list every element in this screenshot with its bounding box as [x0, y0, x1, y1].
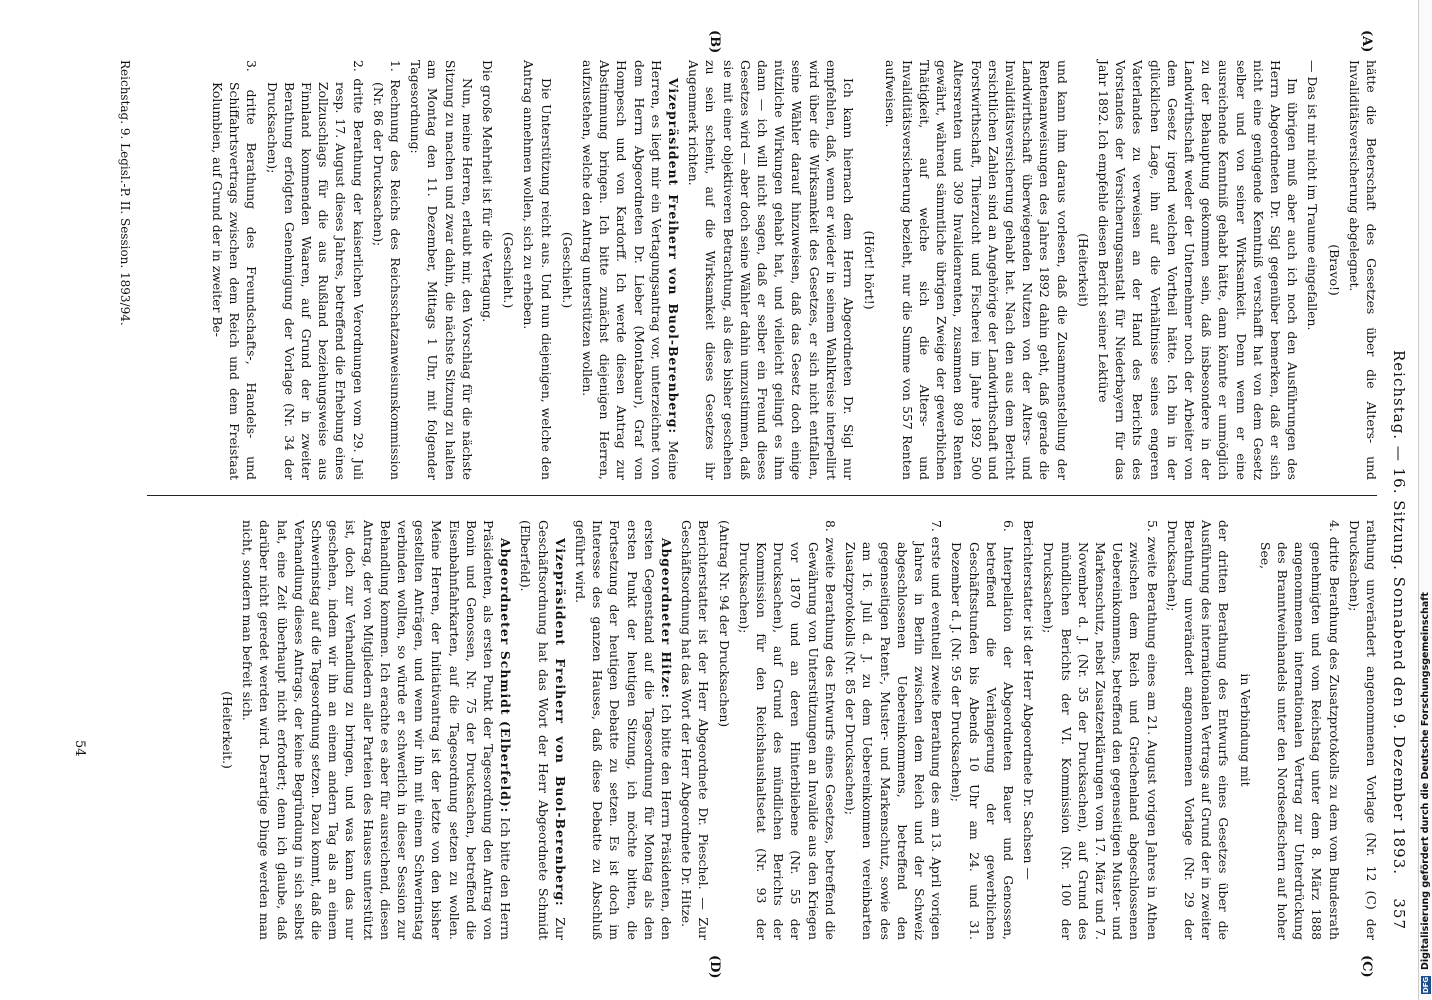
speaker-name: Vizepräsident Freiherr von Buol-Berenberg:	[666, 78, 682, 435]
speaker-name: Vizepräsident Freiherr von Buol-Berenberg:	[552, 538, 568, 907]
stage-direction: (Heiterkeit)	[1075, 233, 1091, 307]
agenda-item: 2. dritte Berathung der kaiserlichen Verordnungen vom 29. Juli resp. 17. August dieses Jahres, betreffend die Erhebung eines Zollzuschlags für die aus Rußland beziehungsweise aus Finnland kommenden Waaren, auf Grund der in zweiter Berathung erfolgten Genehmigung der Vorlage (Nr. 34 der Drucksachen);	[264, 60, 366, 480]
speech-text: Ich bitte den Herrn Präsidenten, den ersten Gegenstand auf die Tagesordnung für Montag als den ersten Punkt der heutigen Sitzung, ich möchte bitten, die Fortsetzung der heutigen Debatte zu setzen. Es ist doch im Interesse des ganzen Hauses, daß diese Debatte zu Abschluß geführt wird.	[573, 520, 675, 940]
stage-direction: (Bravo!)	[1326, 244, 1342, 296]
signature-line: Reichstag. 9. Legisl.-P. II. Session. 1893/94.	[118, 60, 132, 326]
paragraph: Die große Mehrheit ist für die Vertagung.	[480, 60, 496, 323]
running-head	[1384, 60, 1414, 940]
paragraph: Berichterstatter ist der Herr Abgeordnete Dr. Sachsen —	[1021, 520, 1037, 880]
digitization-note: Digitalisierung gefördert durch die Deutsche Forschungsgemeinschaft	[1420, 592, 1431, 970]
stage-direction: in Verbindung mit	[1237, 673, 1253, 787]
speech-text: Meine Herren, es liegt mir ein Vertagungsantrag vor, unterzeichnet von dem Herrn Abgeordneten Dr. Lieber (Montabaur), Graf von Hompesch und von Kardorff. Ich werde diesen Antrag zur Abstimmung bringen. Ich bitte zunächst diejenigen Herren, aufzustehen, welche den Antrag unterstützen wollen.	[580, 60, 682, 480]
paragraph: rathung unverändert angenommenen Vorlage (Nr. 12 (C) der Drucksachen);	[1346, 520, 1379, 940]
margin-marker-a: (A)	[1359, 30, 1374, 53]
paragraph: — Das ist mir nicht im Traume eingefallen.	[1305, 60, 1321, 331]
speaker-name: Abgeordneter Hitze:	[659, 538, 675, 699]
speech-text: Zur Geschäftsordnung hat das Wort der Herr Abgeordnete Schmidt (Elberfeld).	[518, 520, 568, 940]
page-number: 357	[1390, 898, 1408, 930]
paragraph: Im übrigen muß aber auch ich noch den Ausführungen des Herrn Abgeordneten Dr. Sigl gegenüber bemerken, daß er sich nicht eine genügende Kenntniß verschafft hat von dem Gesetz selber und von seiner Wirksamkeit. Denn wenn er eine ausreichende Kenntniß gehabt hätte, dann könnte er unmöglich zu der Behauptung gekommen sein, daß insbesondere in der Landwirthschaft weder der Unternehmer noch der Arbeiter von dem Gesetz irgend welchen Vortheil hätte. Ich bin in der glücklichen Lage, ihn auf die Verhältnisse seines engeren Vaterlandes zu verweisen an der Hand des Berichts des Vorstandes der Versicherungsanstalt für Niederbayern für das Jahr 1892. Ich empfehle diesen Bericht seiner Lektüre	[1095, 60, 1301, 480]
agenda-item: 6. Interpellation der Abgeordneten Bauer und Genossen, betreffend die Verlängerung der gewerblichen Geschäftsstunden bis Abends 10 Uhr am 24. und 31. Dezember d. J. (Nr. 95 der Drucksachen);	[949, 520, 1016, 940]
agenda-item: 5. zweite Berathung eines am 21. August vorigen Jahres in Athen zwischen dem Reich und Griechenland abgeschlossenen Uebereinkommens, betreffend den gegenseitigen Muster- und Markenschutz, nebst Zusatzerklärungen vom 17. März und 7. November d. J. (Nr. 35 der Drucksachen), auf Grund des mündlichen Berichts der VI. Kommission (Nr. 100 der Drucksachen);	[1041, 520, 1160, 940]
margin-marker-c: (C)	[1359, 955, 1374, 978]
speech	[239, 520, 514, 940]
dfg-logo: DFG	[1422, 976, 1430, 994]
folio-number: 54	[72, 740, 87, 757]
agenda-item: 1. Rechnung des Reichs des Reichsschatzanweisunskommission (Nr. 86 der Drucksachen);	[370, 60, 404, 480]
agenda-item: 4. dritte Berathung des Zusatzprotokolls zu dem vom Bundesrath genehmigten und vom Reichstag unter dem 8. März 1888 angenommenen internationalen Vertrag zur Unterdrückung des Branntweinhandels unter den Nordseefischern auf hoher See,	[1257, 520, 1342, 940]
paragraph: Berichterstatter ist der Herr Abgeordnete Dr. Pieschel. — Zur Geschäftsordnung hat das Wort der Herr Abgeordnete Dr. Hitze.	[679, 520, 712, 940]
paragraph: Ich kann hiernach dem Herrn Abgeordneten Dr. Sigl nur empfehlen, daß, wenn er wieder in seinem Wahlkreise interpellirt wird über die Wirksamkeit des Gesetzes, er sich nicht entfallen, seine Wähler darauf hinzuweisen, daß das Gesetz doch einige nützliche Wirkungen gehabt hat, und vielleicht gelingt es ihm dann — ich will nicht sagen, daß er selber ein Freund dieses Gesetzes wird — aber doch seine Wähler dahin umzustimmen, daß sie mit einer objektiveren Betrachtung, als dies bisher geschehen zu sein scheint, auf die Wirksamkeit dieses Gesetzes ihr Augenmerk richten.	[686, 60, 857, 480]
paragraph: und kann ihm daraus vorlesen, daß die Zusammenstellung der Rentenanweisungen des Jahres 1892 dahin geht, daß gerade die Landwirthschaft überwiegenden Nutzen von der Alters- und Invaliditätsversicherung gehabt hat. Nach den aus dem Bericht ersichtlichen Zahlen sind an Angehörige der Landwirthschaft und Forstwirthschaft, Thierzucht und Fischerei im Jahre 1892 500 Altersrenten und 309 Invalidenrenten, zusammen 809 Renten gewährt, während sämmtliche übrigen Zweige der gewerblichen Thätigkeit, auf welche sich die Alters- und Invaliditätsversicherung bezieht, nur die Summe von 557 Renten aufweisen.	[882, 60, 1070, 480]
left-column	[90, 60, 1380, 480]
paragraph: der dritten Berathung des Entwurfs eines Gesetzes über die Ausführung des internationalen Vertrags auf Grund der in zweiter Berathung unverändert angenommenen Vorlage (Nr. 29 der Drucksachen);	[1164, 520, 1232, 940]
paragraph: Nun, meine Herren, erlaubt mir, den Vorschlag für die nächste Sitzung zu machen und zwar dahin, die nächste Sitzung zu halten am Montag den 11. Dezember, Mittags 1 Uhr, mit folgender Tagesordnung:	[408, 60, 475, 480]
agenda-item: 7. erste und eventuell zweite Berathung des am 13. April vorigen Jahres in Berlin zwischen dem Reich und der Schweiz abgeschlossenen Uebereinkommens, betreffend den gegenseitigen Patent-, Muster- und Markenschutz, sowie des am 16. Juli d. J. zu dem Uebereinkommen vereinbarten Zusatzprotokolls (Nr. 85 der Drucksachen);	[843, 520, 945, 940]
right-column	[90, 520, 1380, 940]
speaker-name: Abgeordneter Schmidt (Elberfeld):	[498, 538, 514, 814]
speech-text: Ich bitte den Herrn Präsidenten, als ersten Punkt der Tagesordnung den Antrag von Bonin und Genossen, Nr. 75 der Drucksachen, betreffend die Eisenbahnfahrkarten, auf die Tagesordnung setzen zu wollen. Meine Herren, der Initiativantrag ist der letzte von den bisher gestellten Anträgen, und wenn wir ihn mit einem Schwerinstag verbinden wollten, so würde er schwerlich in dieser Session zur Behandlung kommen. Ich erachte es aber für ausreichend, diesen Antrag, der von Mitgliedern aller Parteien des Hauses unterstützt ist, doch zur Verhandlung zu bringen, und was kann das nur geschehen, indem wir ihn an einem andern Tag als an einem Schwerinstag auf die Tagesordnung setzen. Dazu kommt, daß die Verhandlung dieses Antrags, der keine Begründung in sich selbst hat, eine Zeit überhaupt nicht erfordert; denn ich glaube, daß darüber nicht geredet werden wird. Derartige Dinge werden man nicht, sondern man befreit sich.	[240, 520, 514, 940]
digitization-strip	[1418, 0, 1432, 1000]
paragraph: Die Unterstützung reicht aus. Und nun diejenigen, welche den Antrag annehmen wollen, sich zu erheben.	[521, 60, 554, 480]
speech	[579, 60, 682, 480]
stage-direction: (Geschieht.)	[559, 231, 575, 309]
margin-marker-b: (B)	[707, 30, 722, 54]
running-head-title: Reichstag. — 16. Sitzung. Sonnabend den 9. Dezember 1893.	[1390, 350, 1408, 876]
margin-marker-d: (D)	[707, 955, 722, 979]
stage-direction: (Geschieht.)	[501, 231, 517, 309]
paragraph: hätte die Beterschaft des Gesetzes über die Alters- und Invaliditätsversicherung abgelegnet.	[1346, 60, 1379, 480]
speech	[517, 520, 569, 940]
stage-direction: (Hört! hört!)	[862, 230, 878, 310]
agenda-item: 3. dritte Berathung des Freundschafts-, Handels- und Schiffahrtsvertrags zwischen dem Reich und dem Freistaat Kolumbien, auf Grund der in zweiter Be-	[210, 60, 260, 480]
paragraph: (Antrag Nr. 94 der Drucksachen)	[716, 520, 732, 728]
stage-direction: (Heiterkeit.)	[220, 691, 235, 769]
column-rule	[147, 495, 1377, 496]
speech	[572, 520, 675, 940]
agenda-item: 8. zweite Berathung des Entwurfs eines Gesetzes, betreffend die Gewährung von Unterstützungen an Invalide aus den Kriegen vor 1870 und an deren Hinterbliebene (Nr. 55 der Drucksachen), auf Grund des mündlichen Berichts der Kommission für den Reichshaushaltsetat (Nr. 93 der Drucksachen);	[736, 520, 838, 940]
